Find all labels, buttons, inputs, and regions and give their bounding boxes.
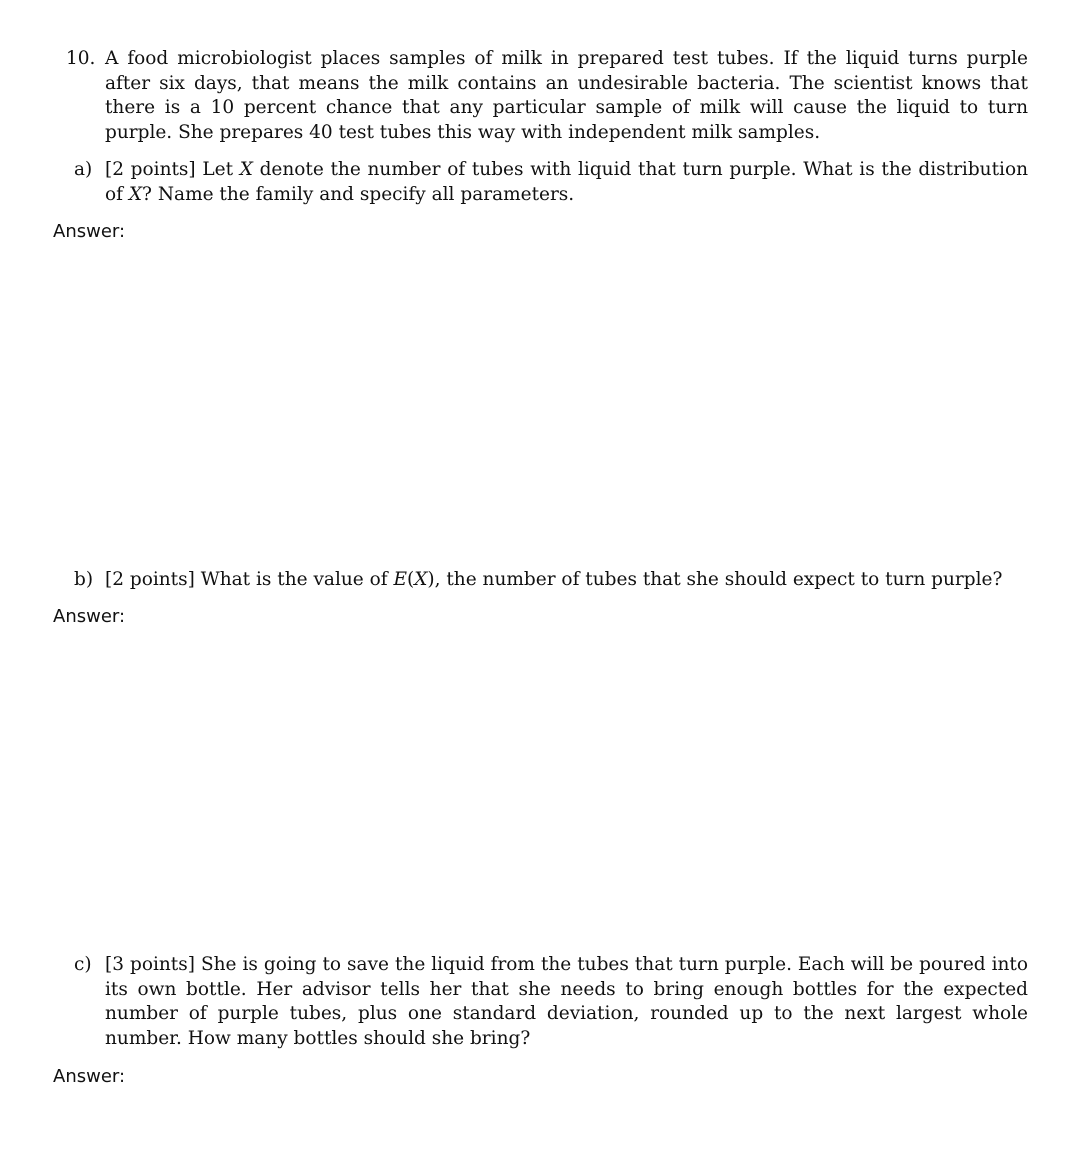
part-a-label: a) [74, 159, 93, 180]
part-c-text-1: She is going to save the liquid from the tubes that turn purple. Each will be poured into its own bottle. Her advisor tells her that she needs to bring enough bottles for the expected number of purple tubes, plus one standard deviation, rounded up to the next largest whole number. How many bottles should she bring? [105, 954, 1029, 1049]
part-b-variable-x: X [414, 569, 428, 590]
part-c-points: [3 points] [105, 954, 195, 975]
answer-area-c[interactable] [53, 1092, 1028, 1152]
part-a-question [105, 158, 1028, 207]
part-b-label: b) [74, 569, 94, 590]
part-a-variable-x: X [239, 159, 253, 180]
part-a [74, 158, 1028, 207]
part-a-points: [2 points] [105, 159, 196, 180]
answer-area-b[interactable] [53, 633, 1028, 943]
problem-stem: A food microbiologist places samples of milk in prepared test tubes. If the liquid turns purple after six days, that means the milk contains an undesirable bacteria. The scientist knows that there is a 10 percent chance that any particular sample of milk will cause the liquid to turn purple. She prepares 40 test tubes this way with independent milk samples. [105, 48, 1028, 143]
part-b-paren-close: ) [427, 569, 435, 590]
part-b-expectation-e: E [393, 569, 407, 590]
part-a-variable-x-2: X [128, 183, 143, 205]
answer-label-b: Answer: [53, 606, 126, 627]
answer-label-c: Answer: [53, 1066, 126, 1087]
part-c-label: c) [74, 954, 92, 975]
part-a-text-1: Let [202, 159, 240, 180]
answer-area-a[interactable] [53, 248, 1028, 558]
part-b-paren-open: ( [407, 569, 415, 590]
answer-label-a: Answer: [53, 221, 126, 242]
part-a-text-3: ? Name the family and specify all parameters. [142, 183, 575, 205]
part-b-text-2: , the number of tubes that she should expect to turn purple? [434, 569, 1003, 590]
part-b [74, 568, 1028, 593]
part-c-question [105, 953, 1028, 1051]
part-b-points: [2 points] [105, 569, 195, 590]
problem-10 [66, 47, 1028, 145]
part-b-text-1: What is the value of [200, 569, 394, 590]
part-a-text-2: denote the number of tubes with liquid that turn purple. What is the distribution of [105, 159, 1029, 205]
part-b-question [105, 568, 1028, 593]
problem-number: 10. [66, 48, 96, 69]
part-c [74, 953, 1028, 1051]
